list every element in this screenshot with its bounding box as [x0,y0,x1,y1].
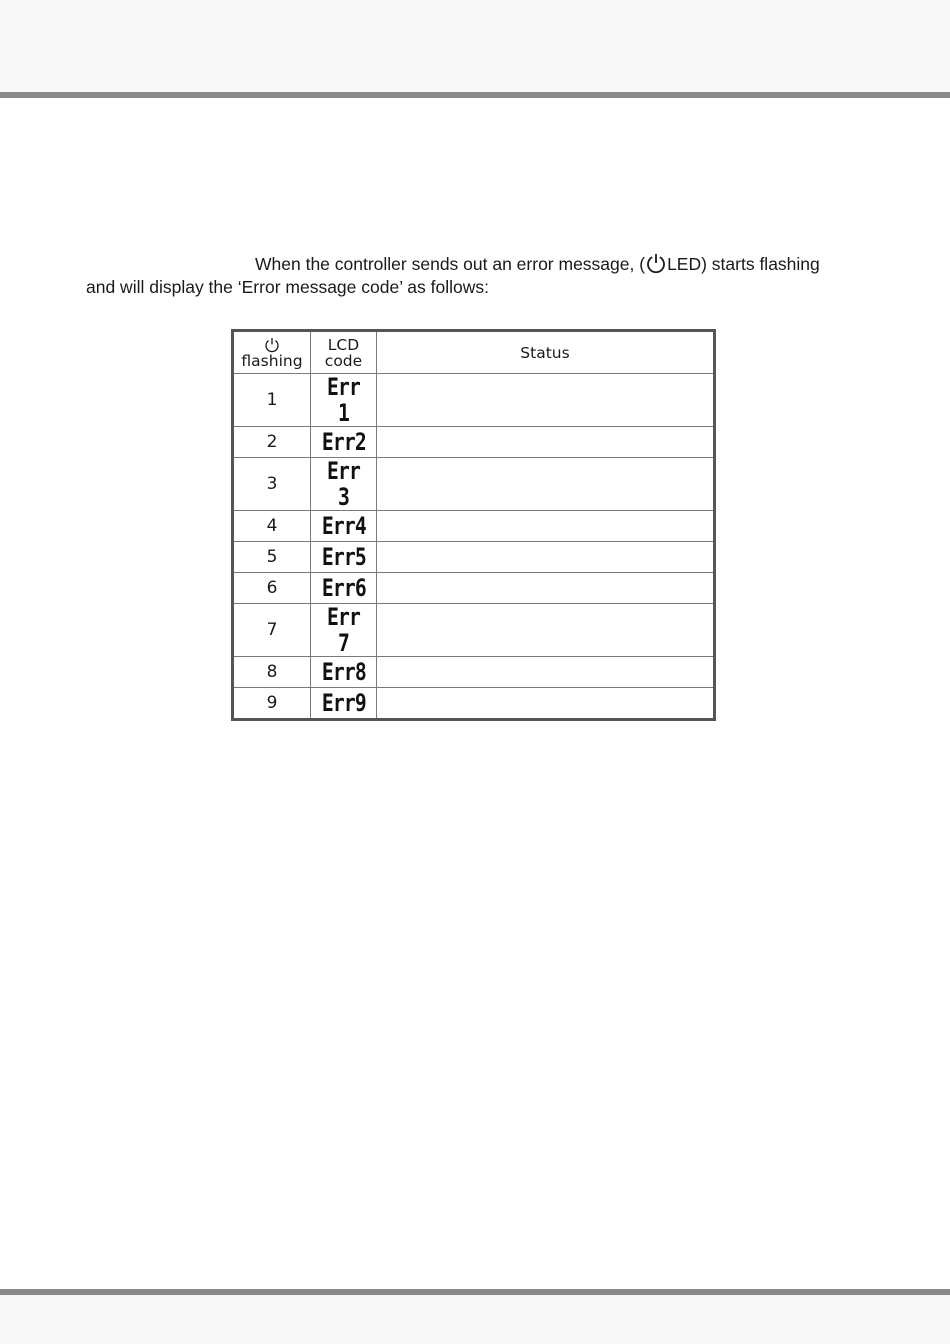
page-header-band [0,0,950,92]
flashing-count-cell: 4 [233,511,311,542]
status-cell [377,604,715,657]
intro-line-1 [86,252,876,276]
table-row [233,573,715,604]
status-cell [377,427,715,458]
table-row [233,604,715,657]
lcd-code-cell [311,657,377,688]
page-footer-band [0,1295,950,1344]
header-flashing [233,331,311,374]
status-cell [377,688,715,720]
flashing-count-cell: 6 [233,573,311,604]
intro-line-2: and will display the ‘Error message code’ as follows: [86,277,490,297]
table-row [233,511,715,542]
status-cell [377,458,715,511]
table-row [233,657,715,688]
table-row [233,688,715,720]
lcd-code-cell [311,427,377,458]
lcd-code-cell [311,688,377,720]
lcd-code: Err 7 [326,603,361,657]
flashing-count-cell: 2 [233,427,311,458]
intro-paragraph [86,252,876,299]
power-icon [263,337,281,353]
lcd-code: Err 3 [326,457,361,511]
lcd-code: Err9 [321,689,366,717]
table-row [233,427,715,458]
lcd-code: Err4 [321,512,366,540]
lcd-code-cell [311,604,377,657]
flashing-count-cell: 1 [233,374,311,427]
lcd-code: Err2 [321,428,366,456]
lcd-code-cell [311,511,377,542]
header-lcd-code [311,331,377,374]
header-status: Status [377,331,715,374]
table-row [233,458,715,511]
status-cell [377,511,715,542]
table-header-row [233,331,715,374]
header-divider [0,92,950,98]
flashing-count-cell: 9 [233,688,311,720]
status-cell [377,374,715,427]
table-row [233,542,715,573]
table-row [233,374,715,427]
intro-line-1-text: When the controller sends out an error message, ( [255,254,646,274]
header-flashing-label: flashing [241,351,303,370]
lcd-code: Err8 [321,658,366,686]
error-code-table [231,329,716,721]
status-cell [377,657,715,688]
lcd-code-cell [311,374,377,427]
header-lcd-label: LCD [327,335,360,354]
lcd-code-cell [311,458,377,511]
flashing-count-cell: 7 [233,604,311,657]
status-cell [377,573,715,604]
lcd-code: Err 1 [326,373,361,427]
status-cell [377,542,715,573]
lcd-code-cell [311,573,377,604]
flashing-count-cell: 8 [233,657,311,688]
power-icon [645,252,667,274]
header-code-label: code [324,351,363,370]
lcd-code: Err5 [321,543,366,571]
lcd-code-cell [311,542,377,573]
lcd-code: Err6 [321,574,366,602]
flashing-count-cell: 3 [233,458,311,511]
flashing-count-cell: 5 [233,542,311,573]
intro-line-1-text-end: LED) starts flashing [667,254,820,274]
